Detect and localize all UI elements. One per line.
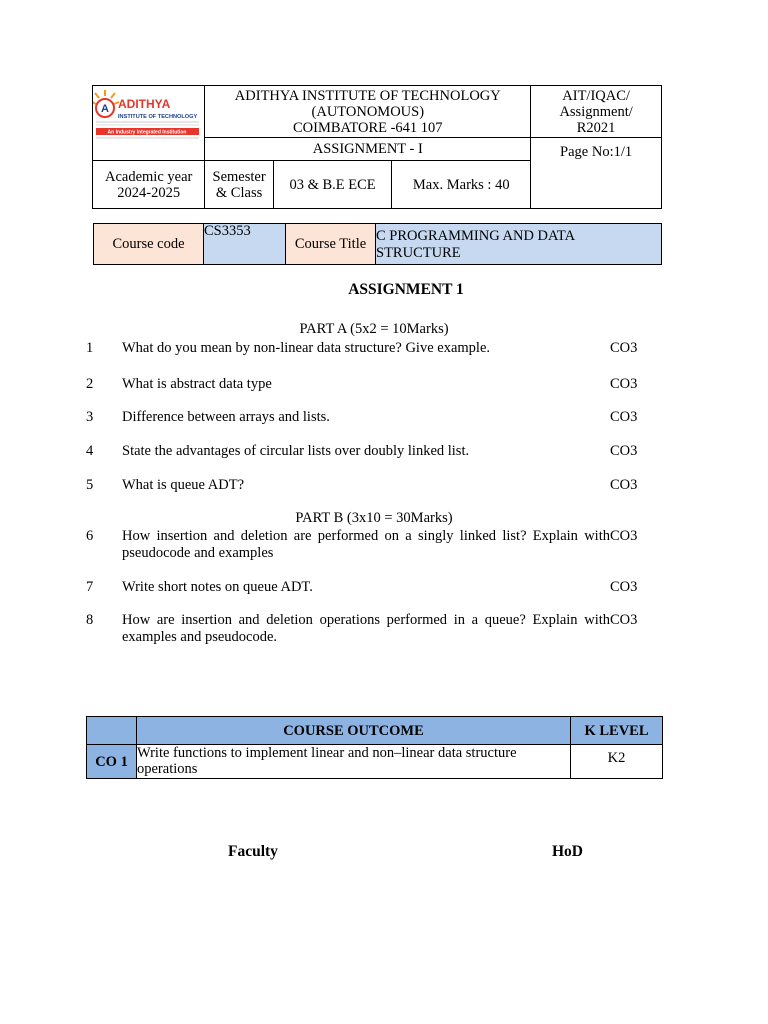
question-number: 5	[86, 477, 94, 493]
course-table	[93, 223, 662, 265]
assignment-label: ASSIGNMENT - I	[205, 138, 531, 161]
question-number: 2	[86, 376, 94, 392]
institute-name-cell	[205, 86, 531, 138]
part-b-heading: PART B (3x10 = 30Marks)	[295, 510, 453, 526]
course-code-label: Course code	[94, 224, 204, 265]
question-number: 7	[86, 579, 94, 595]
logo-subname: INSTITUTE OF TECHNOLOGY	[118, 114, 198, 120]
max-marks: Max. Marks : 40	[392, 161, 531, 209]
logo-tagline: An Industry Integrated Institution	[107, 129, 187, 136]
question-text: State the advantages of circular lists over doubly linked list.	[122, 443, 470, 459]
question-co: CO3	[610, 477, 638, 493]
question-co: CO3	[610, 612, 638, 628]
logo-cell	[93, 86, 205, 161]
logo-name: ADITHYA	[118, 97, 171, 111]
course-outcome-table	[86, 716, 663, 779]
outcome-k-level: K2	[571, 745, 663, 779]
question-co: CO3	[610, 340, 638, 356]
course-title-label: Course Title	[286, 224, 376, 265]
outcome-code: CO 1	[87, 745, 137, 779]
course-title-line2: STRUCTURE	[376, 245, 461, 261]
outcome-header: COURSE OUTCOME	[137, 717, 571, 745]
semester-value: 03 & B.E ECE	[273, 161, 391, 209]
question-text: What is queue ADT?	[122, 477, 245, 493]
question-text: How are insertion and deletion operations performed in a queue? Explain with examples and pseudocode.	[122, 612, 610, 645]
question-number: 8	[86, 612, 94, 628]
outcome-header-blank	[87, 717, 137, 745]
part-a-heading: PART A (5x2 = 10Marks)	[299, 321, 449, 337]
svg-text:A: A	[101, 103, 109, 115]
question-text: Write short notes on queue ADT.	[122, 579, 313, 595]
faculty-signature: Faculty	[228, 843, 278, 860]
question-number: 4	[86, 443, 94, 459]
semester-label-cell	[205, 161, 273, 209]
k-level-header: K LEVEL	[571, 717, 663, 745]
question-text: Difference between arrays and lists.	[122, 409, 330, 425]
question-number: 1	[86, 340, 94, 356]
outcome-text: Write functions to implement linear and non–linear data structure operations	[137, 745, 571, 779]
institute-logo	[93, 86, 202, 156]
question-co: CO3	[610, 579, 638, 595]
question-text: What is abstract data type	[122, 376, 272, 392]
question-text: How insertion and deletion are performed on a singly linked list? Explain with pseudocode and examples	[122, 528, 610, 561]
assignment-title: ASSIGNMENT 1	[348, 281, 464, 298]
course-title-value	[376, 224, 662, 265]
institute-name: ADITHYA INSTITUTE OF TECHNOLOGY	[234, 88, 501, 104]
question-co: CO3	[610, 443, 638, 459]
course-title-line1: C PROGRAMMING AND DATA	[376, 228, 576, 244]
doc-code-line3: R2021	[576, 119, 616, 136]
question-co: CO3	[610, 376, 638, 392]
academic-year-value: 2024-2025	[117, 184, 181, 201]
doc-code-line2: Assignment/	[559, 103, 633, 120]
question-co: CO3	[610, 528, 638, 544]
page-number: Page No:1/1	[531, 138, 662, 209]
semester-label-line2: & Class	[215, 184, 263, 201]
question-number: 6	[86, 528, 94, 544]
course-code-value: CS3353	[204, 224, 286, 265]
question-text: What do you mean by non-linear data structure? Give example.	[122, 340, 491, 356]
academic-year-label: Academic year	[105, 168, 193, 185]
semester-label-line1: Semester	[212, 168, 266, 185]
question-co: CO3	[610, 409, 638, 425]
hod-signature: HoD	[552, 843, 583, 860]
institute-autonomous: (AUTONOMOUS)	[311, 104, 425, 120]
institute-address: COIMBATORE -641 107	[292, 120, 443, 136]
doc-code-cell	[531, 86, 662, 138]
doc-code-line1: AIT/IQAC/	[562, 87, 630, 104]
header-table	[92, 85, 662, 209]
academic-year-cell	[93, 161, 205, 209]
question-number: 3	[86, 409, 94, 425]
